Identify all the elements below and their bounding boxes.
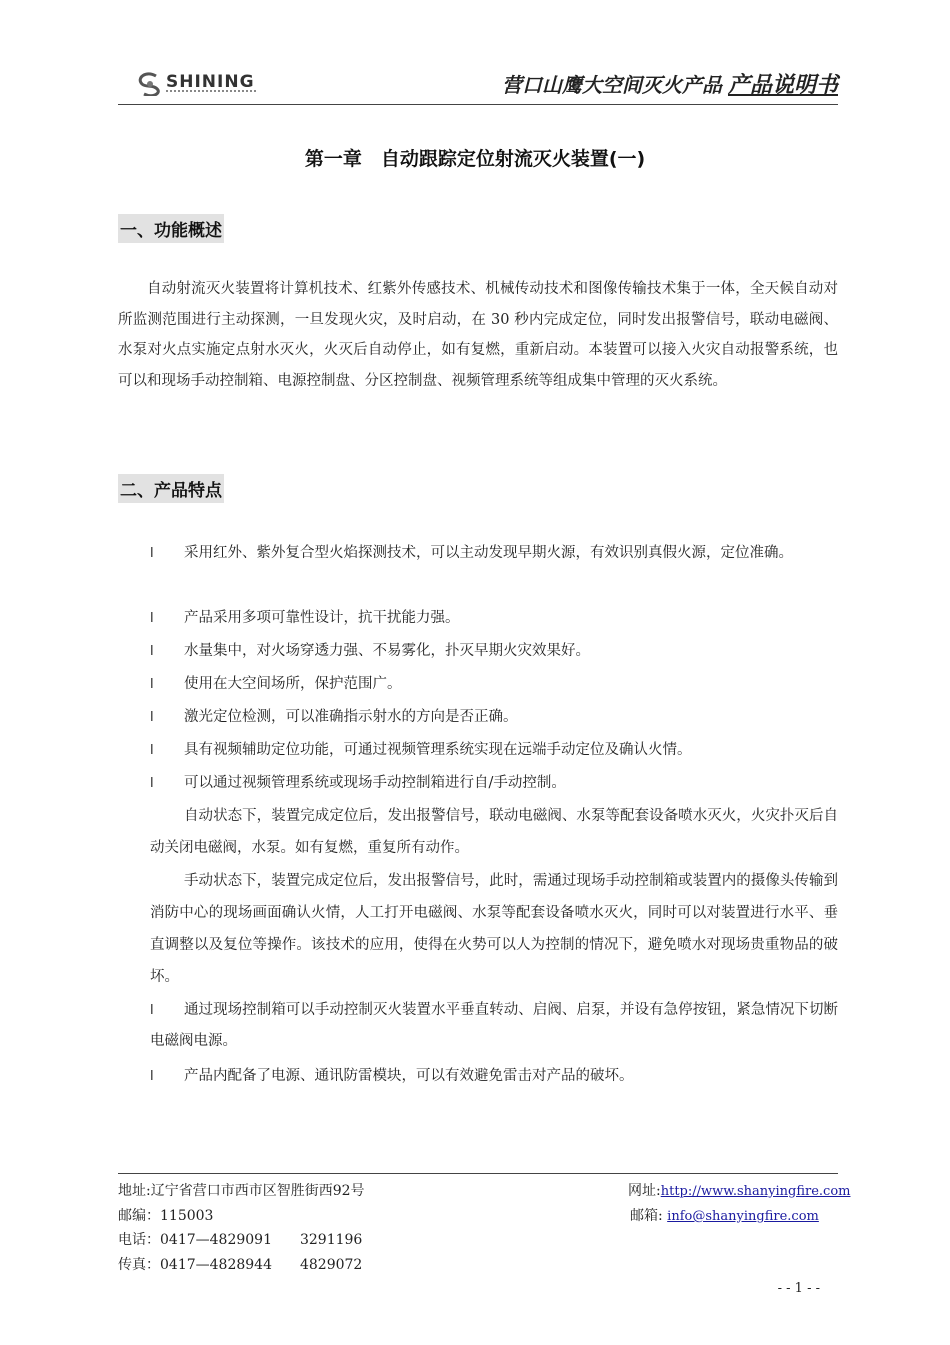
logo-text: SHINING [166, 72, 255, 92]
bullet-mark: l [150, 644, 154, 659]
auto-mode-paragraph: 自动状态下，装置完成定位后，发出报警信号，联动电磁阀、水泵等配套设备喷水灭火，火灾扑灭后自动关闭电磁阀，水泵。如有复燃，重复所有动作。 [150, 808, 838, 856]
feature-text: 激光定位检测，可以准确指示射水的方向是否正确。 [184, 709, 518, 725]
bullet-mark: l [150, 710, 154, 725]
feature-text: 产品内配备了电源、通讯防雷模块，可以有效避免雷击对产品的破坏。 [184, 1068, 634, 1084]
feature-bullet [150, 768, 838, 799]
feature-text: 通过现场控制箱可以手动控制灭火装置水平垂直转动、启阀、启泵，并设有急停按钮，紧急情况下切断电磁阀电源。 [150, 1002, 838, 1049]
feature-text: 使用在大空间场所，保护范围广。 [184, 676, 402, 692]
section-heading-overview: 一、功能概述 [118, 214, 224, 243]
header-title [502, 68, 838, 99]
logo-swirl-icon [136, 72, 162, 96]
footer-phone: 电话：0417—4829091 3291196 [118, 1232, 363, 1248]
bullet-mark: l [150, 743, 154, 758]
bullet-mark: l [150, 1003, 154, 1018]
website-label: 网址: [628, 1183, 661, 1199]
bullet-mark: l [150, 1069, 154, 1084]
chapter-title: 第一章 自动跟踪定位射流灭火装置(一) [304, 148, 646, 170]
feature-text: 产品采用多项可靠性设计，抗干扰能力强。 [184, 610, 460, 626]
company-logo [136, 72, 266, 98]
bullet-mark: l [150, 677, 154, 692]
header-company-product: 营口山鹰大空间灭火产品 [501, 73, 722, 97]
logo-tagline [166, 90, 256, 97]
feature-bullet [150, 702, 838, 733]
header-doc-label: 产品说明书 [727, 73, 838, 98]
page-number: - - 1 - - [777, 1281, 820, 1296]
website-link[interactable]: http://www.shanyingfire.com [660, 1184, 851, 1199]
feature-text: 采用红外、紫外复合型火焰探测技术，可以主动发现早期火源，有效识别真假火源，定位准确。 [184, 545, 793, 561]
bullet-mark: l [150, 611, 154, 626]
section-heading-features: 二、产品特点 [118, 474, 224, 503]
bullet-mark: l [150, 776, 154, 791]
feature-bullet [150, 735, 838, 766]
feature-bullet [150, 1061, 838, 1092]
feature-bullet [150, 669, 838, 700]
feature-bullet [150, 636, 838, 667]
footer-email [630, 1205, 819, 1225]
email-label: 邮箱: [630, 1208, 663, 1224]
page-header [118, 66, 838, 105]
feature-bullet [150, 603, 838, 634]
feature-text: 水量集中，对火场穿透力强、不易雾化，扑灭早期火灾效果好。 [184, 643, 590, 659]
manual-mode-paragraph: 手动状态下，装置完成定位后，发出报警信号，此时，需通过现场手动控制箱或装置内的摄像头传输到消防中心的现场画面确认火情，人工打开电磁阀、水泵等配套设备喷水灭火，同时可以对装置进行水平、垂直调整以及复位等操作。该技术的应用，使得在火势可以人为控制的情况下，避免喷水对现场贵重物品的破坏。 [150, 873, 838, 985]
feature-bullet [150, 995, 838, 1057]
footer-website [628, 1180, 850, 1200]
footer-postcode: 邮编：115003 [118, 1208, 214, 1224]
feature-text: 可以通过视频管理系统或现场手动控制箱进行自/手动控制。 [184, 775, 566, 791]
footer-divider [118, 1173, 838, 1174]
feature-text: 具有视频辅助定位功能，可通过视频管理系统实现在远端手动定位及确认火情。 [184, 742, 692, 758]
overview-paragraph: 自动射流灭火装置将计算机技术、红紫外传感技术、机械传动技术和图像传输技术集于一体，全天候自动对所监测范围进行主动探测，一旦发现火灾，及时启动，在 30 秒内完成定位，同时发出报警信号，联动电磁阀、水泵对火点实施定点射水灭火，火灭后自动停止，如有复燃，重新启动。本装置可以接入火灾自动报警系统，也可以和现场手动控制箱、电源控制盘、分区控制盘、视频管理系统等组成集中管理的灭火系统。 [118, 281, 838, 389]
footer-address: 地址:辽宁省营口市西市区智胜街西92号 [118, 1183, 365, 1199]
email-link[interactable]: info@shanyingfire.com [667, 1209, 819, 1224]
footer-fax: 传真：0417—4828944 4829072 [118, 1257, 363, 1273]
bullet-mark: l [150, 546, 154, 561]
feature-bullet [150, 538, 838, 569]
